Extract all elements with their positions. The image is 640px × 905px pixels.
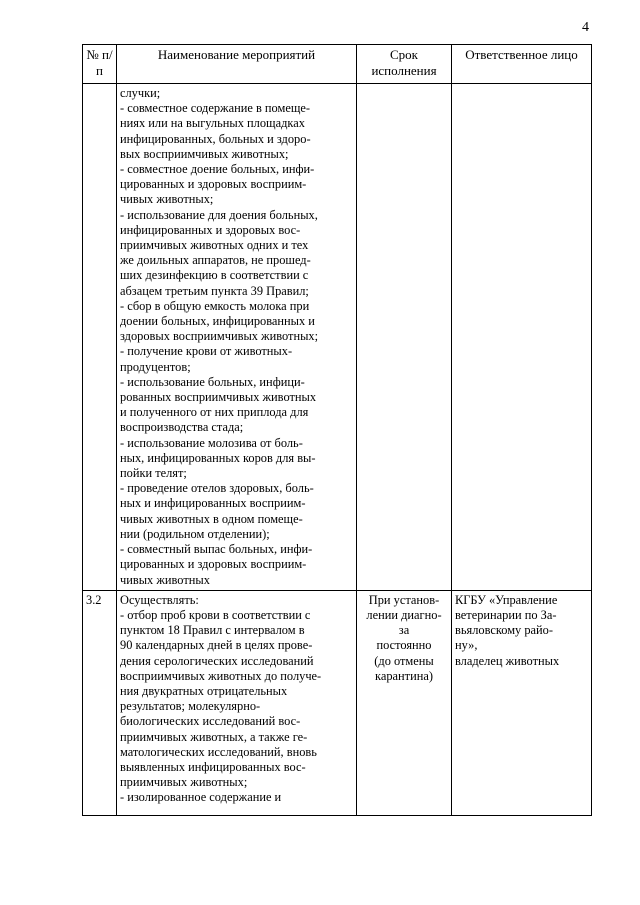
measure-line: пойки телят; <box>120 466 187 481</box>
deadline-line: карантина) <box>375 668 433 683</box>
responsible-line: вьяловскому райо- <box>455 623 553 638</box>
measure-line: нии (родильном отделении); <box>120 526 270 541</box>
header-responsible: Ответственное лицо <box>452 45 592 84</box>
measure-line: чивых животных в одном помеще- <box>120 511 303 526</box>
measure-line: матологических исследований, вновь <box>120 744 317 759</box>
measure-line: - использование больных, инфици- <box>120 374 305 389</box>
deadline-line: лении диагно- <box>366 607 442 622</box>
measure-line: пунктом 18 Правил с интервалом в <box>120 623 305 638</box>
measure-line: ных и инфицированных восприим- <box>120 496 306 511</box>
header-num: № п/п <box>83 45 117 84</box>
measure-line: абзацем третьим пункта 39 Правил; <box>120 283 309 298</box>
measure-line: ных, инфицированных коров для вы- <box>120 450 316 465</box>
measure-line: - использование молозива от боль- <box>120 435 303 450</box>
cell-responsible <box>452 590 592 815</box>
cell-measure <box>117 590 357 815</box>
responsible-line: КГБУ «Управление <box>455 592 558 607</box>
measure-line: - получение крови от животных- <box>120 344 293 359</box>
table-row <box>83 84 592 591</box>
measure-line: инфицированных, больных и здоро- <box>120 131 311 146</box>
measure-line: - совместное доение больных, инфи- <box>120 162 315 177</box>
measure-line: рованных восприимчивых животных <box>120 390 317 405</box>
measure-line: инфицированных и здоровых вос- <box>120 222 301 237</box>
header-name: Наименование мероприятий <box>117 45 357 84</box>
responsible-line: владелец животных <box>455 653 560 668</box>
table-body <box>83 84 592 816</box>
measure-line: приимчивых животных одних и тех <box>120 238 309 253</box>
measure-line: - отбор проб крови в соответствии с <box>120 607 311 622</box>
measure-line: же доильных аппаратов, не прошед- <box>120 253 311 268</box>
responsible-line: ветеринарии по За- <box>455 607 557 622</box>
cell-num <box>83 84 117 591</box>
measure-line: - совместное содержание в помеще- <box>120 101 310 116</box>
cell-measure <box>117 84 357 591</box>
measure-line: выявленных инфицированных вос- <box>120 759 306 774</box>
deadline-line: (до отмены <box>374 653 434 668</box>
cell-responsible <box>452 84 592 591</box>
measure-line: биологических исследований вос- <box>120 714 301 729</box>
page-number: 4 <box>582 20 589 35</box>
measure-line: - проведение отелов здоровых, боль- <box>120 481 314 496</box>
measure-line: доении больных, инфицированных и <box>120 314 315 329</box>
measure-line: приимчивых животных, а также ге- <box>120 729 308 744</box>
measure-line: результатов; молекулярно- <box>120 699 261 714</box>
measure-line: здоровых восприимчивых животных; <box>120 329 319 344</box>
measure-line: Осуществлять: <box>120 592 199 607</box>
measure-line: цированных и здоровых восприим- <box>120 557 307 572</box>
measure-line: вых восприимчивых животных; <box>120 146 289 161</box>
measure-line: - использование для доения больных, <box>120 207 318 222</box>
measure-line: продуцентов; <box>120 359 191 374</box>
measure-line: дения серологических исследований <box>120 653 314 668</box>
measure-line: - совместный выпас больных, инфи- <box>120 542 313 557</box>
measure-line: и полученного от них приплода для <box>120 405 309 420</box>
deadline-line: за <box>398 623 410 638</box>
cell-deadline <box>357 590 452 815</box>
header-deadline: Срок исполнения <box>357 45 452 84</box>
measure-line: воспроизводства стада; <box>120 420 244 435</box>
measure-line: ния двукратных отрицательных <box>120 683 288 698</box>
deadline-line: постоянно <box>376 638 432 653</box>
measure-line: - изолированное содержание и <box>120 790 282 805</box>
measure-line: чивых животных; <box>120 192 214 207</box>
measure-line: ших дезинфекцию в соответствии с <box>120 268 309 283</box>
deadline-line: При установ- <box>368 592 440 607</box>
measure-line: 90 календарных дней в целях прове- <box>120 638 313 653</box>
cell-num: 3.2 <box>83 590 117 815</box>
measure-line: чивых животных <box>120 572 210 587</box>
table-row <box>83 590 592 815</box>
cell-deadline <box>357 84 452 591</box>
measure-line: ниях или на выгульных площадках <box>120 116 305 131</box>
measure-line: приимчивых животных; <box>120 775 248 790</box>
measure-line: - сбор в общую емкость молока при <box>120 298 310 313</box>
responsible-line: ну», <box>455 638 478 653</box>
measure-line: восприимчивых животных до получе- <box>120 668 322 683</box>
table-header-row <box>83 45 592 84</box>
measure-line: цированных и здоровых восприим- <box>120 177 307 192</box>
measures-table <box>82 44 592 816</box>
measure-line: случки; <box>120 86 161 100</box>
